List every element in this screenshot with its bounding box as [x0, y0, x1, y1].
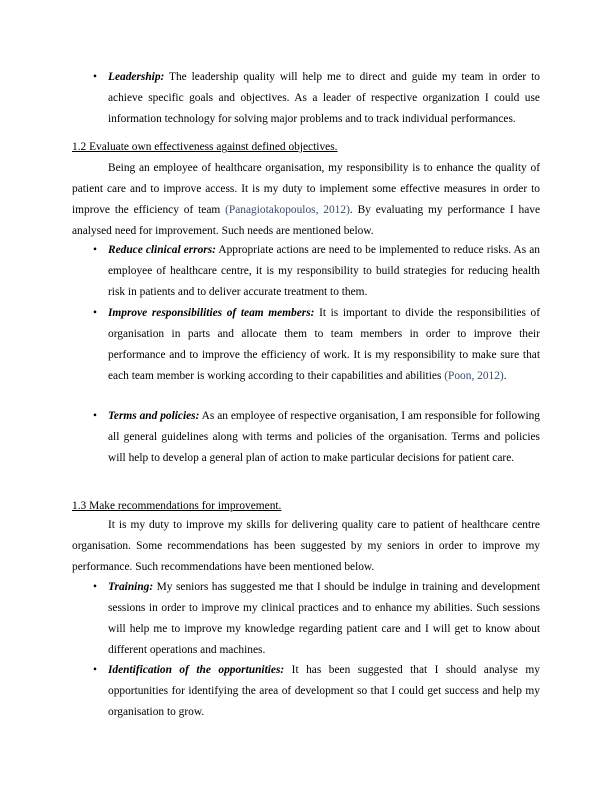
citation: (Panagiotakopoulos, 2012)	[225, 204, 350, 216]
bullet-label: Identification of the opportunities:	[108, 664, 285, 676]
bullet-icon: •	[93, 581, 97, 593]
paragraph-text: Being an employee of healthcare organisation, my responsibility is to enhance the quality of patient care and to improve access. It is my duty to implement some effective measures in order to improve the efficiency of team	[72, 162, 540, 216]
section-heading-1-2: 1.2 Evaluate own effectiveness against defined objectives.	[72, 141, 338, 153]
paragraph-text: . By evaluating my performance I have analysed need for improvement. Such needs are mentioned below.	[72, 204, 540, 237]
bullet-label: Leadership:	[108, 71, 165, 83]
bullet-label: Improve responsibilities of team members:	[108, 307, 315, 319]
bullet-icon: •	[93, 71, 97, 83]
list-item-reduce-clinical-errors	[93, 240, 540, 303]
list-item-improve-responsibilities	[93, 303, 540, 387]
bullet-text: The leadership quality will help me to direct and guide my team in order to achieve specific goals and objectives. As a leader of respective organization I could use information technology for solving major problems and to track individual performances.	[108, 71, 540, 125]
bullet-label: Training:	[108, 581, 154, 593]
list-item-leadership	[93, 67, 540, 130]
bullet-icon: •	[93, 664, 97, 676]
bullet-text: It has been suggested that I should analyse my opportunities for identifying the area of development so that I could get success and help my organisation to grow.	[108, 664, 540, 718]
paragraph-1-3-intro: It is my duty to improve my skills for delivering quality care to patient of healthcare centre organisation. Some recommendations has been suggested by my seniors in order to improve my performance. Such recommendations have been mentioned below.	[72, 519, 540, 573]
section-heading-1-3: 1.3 Make recommendations for improvement.	[72, 500, 282, 512]
list-item-identification-of-opportunities	[93, 660, 540, 723]
list-item-training	[93, 577, 540, 661]
bullet-icon: •	[93, 307, 97, 319]
bullet-text: As an employee of respective organisation, I am responsible for following all general guidelines along with terms and policies of the organisation. Terms and policies will help to develop a general plan of action to make particular decisions for patient care.	[108, 410, 541, 464]
paragraph-1-2-intro	[72, 158, 540, 242]
bullet-text: Appropriate actions are need to be implemented to reduce risks. As an employee of healthcare centre, it is my responsibility to build strategies for reducing health risk in patients and to deliver accurate treatment to them.	[108, 244, 540, 298]
bullet-icon: •	[93, 244, 97, 256]
bullet-text: .	[503, 370, 507, 382]
citation: (Poon, 2012)	[444, 370, 504, 382]
list-item-terms-and-policies	[93, 406, 541, 469]
bullet-label: Reduce clinical errors:	[108, 244, 216, 256]
bullet-label: Terms and policies:	[108, 410, 200, 422]
bullet-icon: •	[93, 410, 97, 422]
bullet-text: My seniors has suggested me that I should be indulge in training and development sessions in order to improve my clinical practices and to enhance my abilities. Such sessions will help me to improve my knowledge regarding patient care and I will get to know about different operations and machines.	[108, 581, 540, 656]
bullet-text: It is important to divide the responsibilities of organisation in parts and allocate them to team members in order to improve their performance and to improve the efficiency of work. It is my responsibility to make sure that each team member is working according to their capabilities and abilities	[108, 307, 540, 382]
